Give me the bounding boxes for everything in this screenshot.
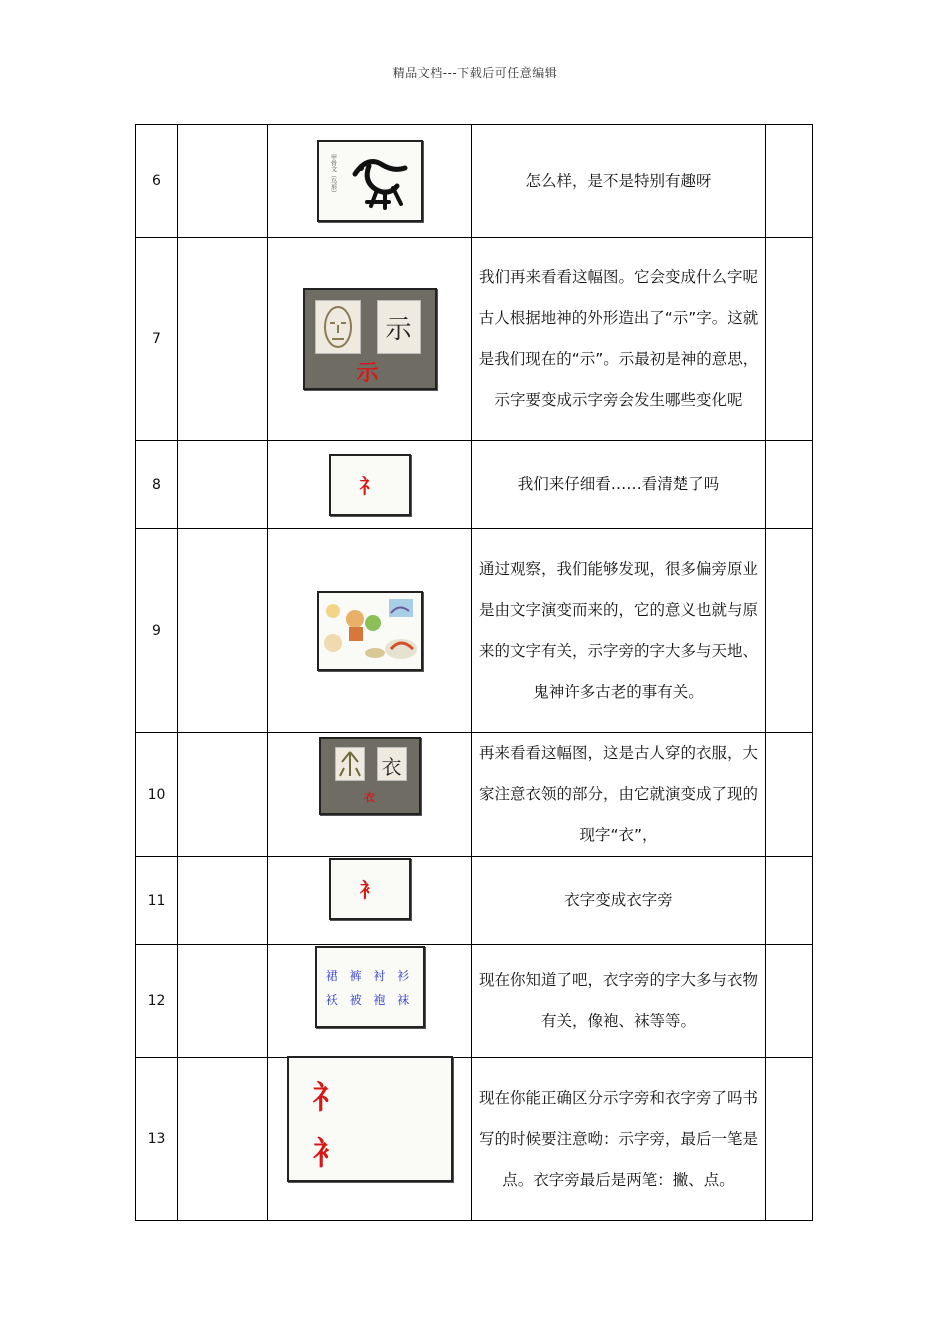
empty-cell [766,238,813,441]
yi-words-slide [315,946,425,1028]
table-row [136,238,813,441]
page-header: 精品文档---下载后可任意编辑 [392,66,558,80]
row-number: 13 [136,1058,178,1221]
mask-card [315,300,361,354]
empty-cell [766,529,813,733]
radical-compare-slide [287,1056,453,1182]
yi-words-block [317,964,423,1012]
table-row [136,1058,813,1221]
deities-illustration-icon [319,593,421,669]
garment-card [335,747,365,781]
table-row [136,733,813,857]
empty-cell [766,733,813,857]
description-text: 衣字变成衣字旁 [472,857,766,945]
row-number: 6 [136,125,178,238]
empty-cell [766,857,813,945]
table-row [136,529,813,733]
slide-cell [268,529,472,733]
empty-cell [178,441,268,529]
empty-cell [766,441,813,529]
description-text: 现在你能正确区分示字旁和衣字旁了吗书写的时候要注意呦：示字旁，最后一笔是点。衣字旁最后是两笔：撇、点。 [472,1058,766,1221]
yi-red-char: 衣 [364,790,375,804]
slide-cell [268,238,472,441]
yi-evolution-slide [319,737,421,815]
ancient-garment-icon [336,748,364,780]
row-number: 10 [136,733,178,857]
empty-cell [178,857,268,945]
table-row [136,945,813,1058]
empty-cell [766,1058,813,1221]
description-text: 通过观察，我们能够发现，很多偏旁原业是由文字演变而来的，它的意义也就与原来的文字有关，示字旁的字大多与天地、鬼神许多古老的事有关。 [472,529,766,733]
yi-words-line: 裙 裤 衬 衫 [325,969,414,983]
description-text: 再来看看这幅图，这是古人穿的衣服，大家注意衣领的部分，由它就演变成了现的现字“衣”， [472,733,766,857]
slide-cell [268,945,472,1058]
row-number: 8 [136,441,178,529]
empty-cell [178,529,268,733]
row-number: 7 [136,238,178,441]
slide-cell [268,441,472,529]
shi-radical-char: 礻 [359,473,380,498]
slide-cell [268,125,472,238]
yi-seal-char: 衣 [381,754,402,779]
empty-cell [178,1058,268,1221]
row-number: 11 [136,857,178,945]
seal-script-card [377,300,421,354]
earth-god-mask-icon [316,301,360,353]
empty-cell [766,945,813,1058]
yi-words-line: 袄 被 袍 袜 [325,993,414,1007]
lesson-table [135,124,813,1221]
row-number: 12 [136,945,178,1058]
slide-cell [268,733,472,857]
compare-shi-radical: 礻 [312,1078,345,1116]
yi-radical-slide [329,858,411,920]
description-text: 我们再来看看这幅图。它会变成什么字呢古人根据地神的外形造出了“示”字。这就是我们现在的“示”。示最初是神的意思，示字要变成示字旁会发生哪些变化呢 [472,238,766,441]
compare-yi-radical: 衤 [312,1134,345,1172]
ancient-deities-slide [317,591,423,671]
empty-cell [178,733,268,857]
row-number: 9 [136,529,178,733]
shi-radical-slide [329,454,411,516]
empty-cell [178,238,268,441]
bird-caption: 甲骨文（鸟形） [329,154,336,196]
slide-cell [268,1058,472,1221]
bird-glyph-icon [319,142,421,220]
description-text: 现在你知道了吧，衣字旁的字大多与衣物有关，像袍、袜等等。 [472,945,766,1058]
description-text: 我们来仔细看……看清楚了吗 [472,441,766,529]
yi-radical-char: 衤 [359,877,380,902]
oracle-bird-slide [317,140,423,222]
seal-script-card [377,747,407,781]
empty-cell [766,125,813,238]
shi-red-char: 示 [356,360,379,386]
description-text: 怎么样，是不是特别有趣呀 [472,125,766,238]
shi-evolution-slide [303,288,437,390]
slide-cell [268,857,472,945]
table-row [136,441,813,529]
shi-seal-char: 示 [385,315,412,345]
empty-cell [178,125,268,238]
table-row [136,125,813,238]
empty-cell [178,945,268,1058]
table-row [136,857,813,945]
